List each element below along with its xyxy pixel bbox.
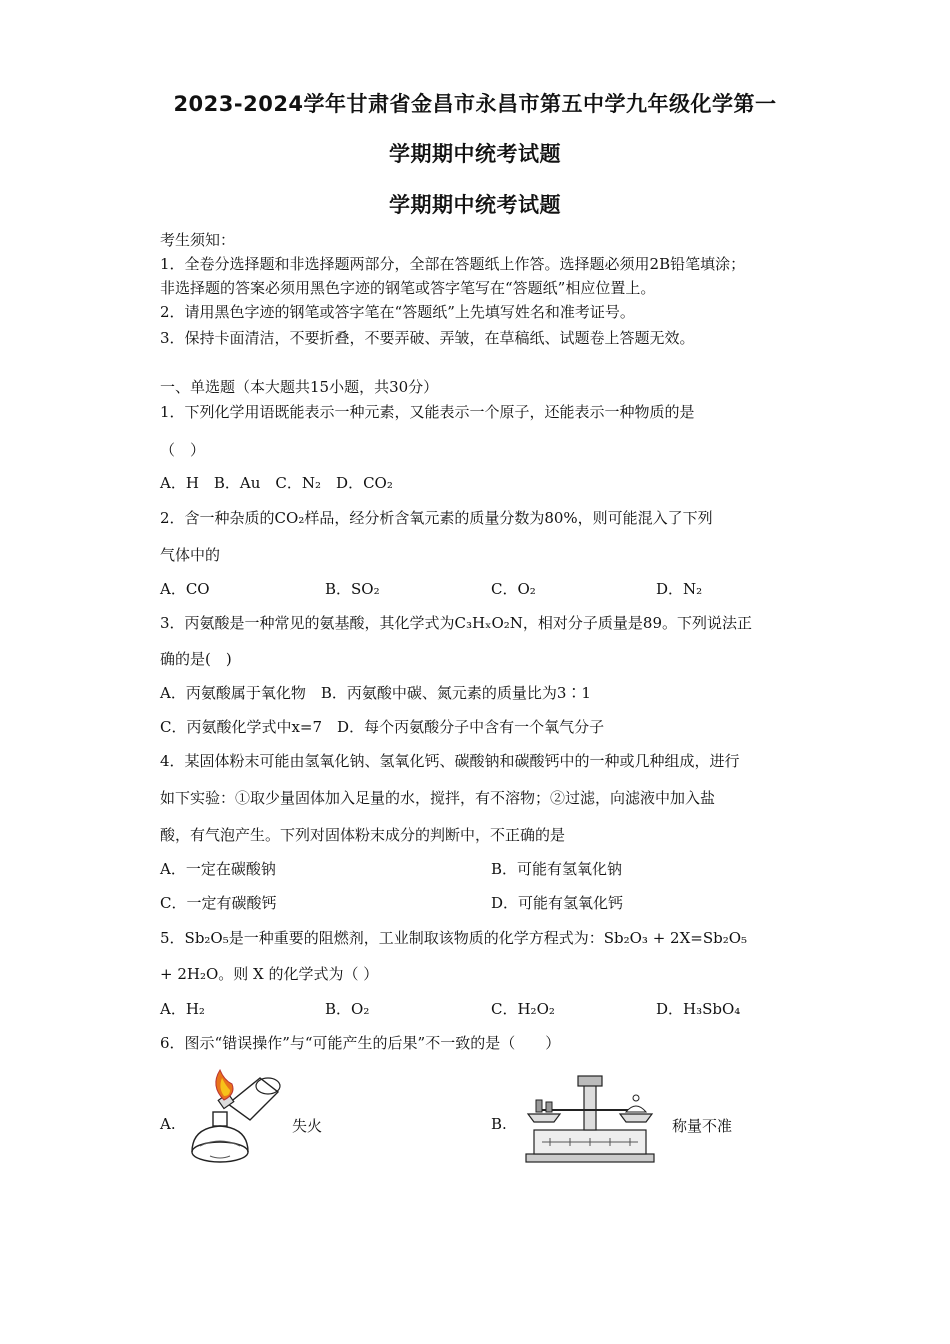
title-line-3: 学期期中统考试题 [389,193,561,217]
q3-options-ab: A．丙氨酸属于氧化物 B．丙氨酸中碳、氮元素的质量比为3∶1 [160,684,591,702]
q2-option-d: D．N₂ [656,580,703,598]
notice-item: 非选择题的答案必须用黑色字迹的钢笔或答字笔写在“答题纸”相应位置上。 [160,279,656,297]
q6-option-b-label: B. [491,1115,507,1133]
q6-stem: 6．图示“错误操作”与“可能产生的后果”不一致的是（ ） [160,1034,561,1052]
section-heading: 一、单选题（本大题共15小题，共30分） [160,378,439,396]
q3-stem-cont: 确的是( ) [160,650,232,668]
q5-option-d: D．H₃SbO₄ [656,1000,741,1018]
notice-item: 3．保持卡面清洁，不要折叠，不要弄破、弄皱，在草稿纸、试题卷上答题无效。 [160,329,695,347]
q3-options-cd: C．丙氨酸化学式中x=7 D．每个丙氨酸分子中含有一个氧气分子 [160,718,605,736]
q1-options: A．H B．Au C．N₂ D．CO₂ [160,474,393,492]
q6-option-a-text: 失火 [292,1117,323,1135]
q2-option-a: A．CO [160,580,210,598]
q5-option-b: B．O₂ [325,1000,370,1018]
balance-scale-illustration [520,1074,660,1168]
q2-option-b: B．SO₂ [325,580,380,598]
q1-stem-cont: （ ） [160,441,206,459]
alcohol-lamp-illustration [180,1066,290,1170]
notice-item: 1．全卷分选择题和非选择题两部分，全部在答题纸上作答。选择题必须用2B铅笔填涂； [160,255,746,273]
q4-option-a: A．一定在碳酸钠 [160,860,276,878]
q3-stem: 3．丙氨酸是一种常见的氨基酸，其化学式为C₃HₓO₂N，相对分子质量是89。下列说法正 [160,614,752,632]
q4-option-c: C．一定有碳酸钙 [160,894,277,912]
notice-heading: 考生须知： [160,231,236,249]
q5-stem-cont: + 2H₂O。则 X 的化学式为（ ） [160,965,379,983]
q6-option-a-label: A. [160,1115,176,1133]
q4-stem: 4．某固体粉末可能由氢氧化钠、氢氧化钙、碳酸钠和碳酸钙中的一种或几种组成，进行 [160,752,740,770]
q5-option-a: A．H₂ [160,1000,205,1018]
q5-stem: 5．Sb₂O₅是一种重要的阻燃剂，工业制取该物质的化学方程式为：Sb₂O₃ + 2X=Sb₂O₅ [160,929,748,947]
q4-option-d: D．可能有氢氧化钙 [491,894,624,912]
title-line-1: 2023-2024学年甘肃省金昌市永昌市第五中学九年级化学第一 [173,92,777,116]
q2-option-c: C．O₂ [491,580,536,598]
title-line-2: 学期期中统考试题 [389,142,561,166]
q4-stem-cont: 酸，有气泡产生。下列对固体粉末成分的判断中，不正确的是 [160,826,566,844]
q5-option-c: C．H₂O₂ [491,1000,555,1018]
q1-stem: 1．下列化学用语既能表示一种元素，又能表示一个原子，还能表示一种物质的是 [160,403,695,421]
q4-option-b: B．可能有氢氧化钠 [491,860,623,878]
q4-stem-cont: 如下实验：①取少量固体加入足量的水，搅拌，有不溶物；②过滤，向滤液中加入盐 [160,789,716,807]
notice-item: 2．请用黑色字迹的钢笔或答字笔在“答题纸”上先填写姓名和准考证号。 [160,303,635,321]
q2-stem: 2．含一种杂质的CO₂样品，经分析含氧元素的质量分数为80%，则可能混入了下列 [160,509,713,527]
q6-option-b-text: 称量不准 [672,1117,733,1135]
q2-stem-cont: 气体中的 [160,546,221,564]
